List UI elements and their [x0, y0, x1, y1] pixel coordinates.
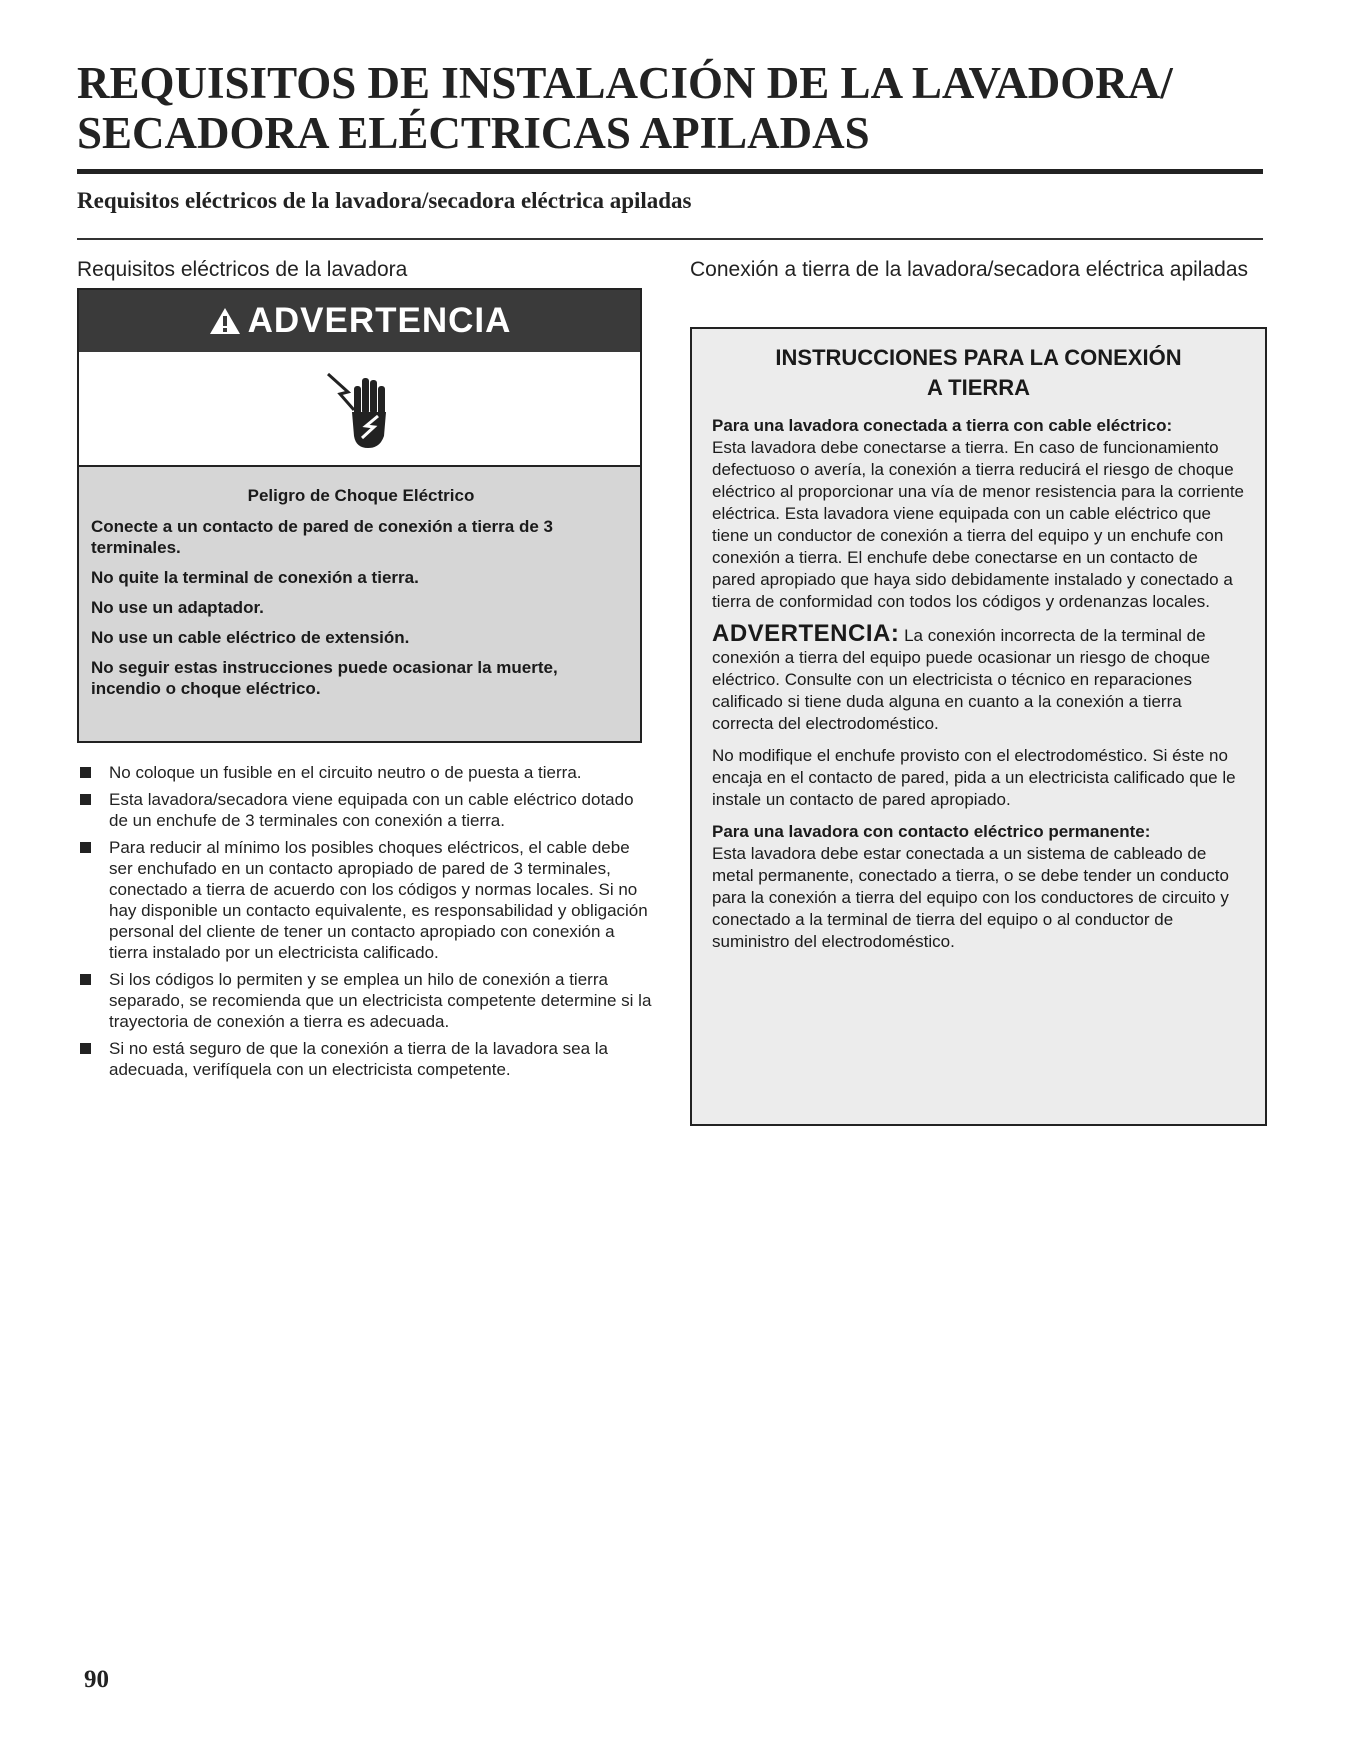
bullet-text: Si los códigos lo permiten y se emplea un hilo de conexión a tierra separado, se recomienda que un electricista competente determine si la trayectoria de conexión a tierra es adecuada.: [109, 970, 652, 1031]
grounding-warning-label: ADVERTENCIA:: [712, 620, 900, 647]
left-column-title: Requisitos eléctricos de la lavadora: [77, 258, 408, 281]
list-item: [77, 969, 652, 1032]
warning-body: [91, 480, 631, 708]
warning-line: No use un adaptador.: [91, 598, 264, 617]
grounding-warning-text: La conexión incorrecta de la terminal de conexión a tierra del equipo puede ocasionar un riesgo de choque eléctrico. Consulte con un electricista o técnico en reparaciones calificado si tiene duda alguna en cuanto a la conexión a tierra correcta del electrodoméstico.: [712, 626, 1211, 733]
bullet-square-icon: [80, 794, 91, 805]
electric-shock-hand-icon: [320, 364, 400, 454]
grounding-instructions-box: [690, 327, 1267, 1126]
list-item: [77, 762, 652, 783]
instructions-heading: [712, 343, 1245, 403]
list-item: [77, 789, 652, 831]
plug-modification-text: No modifique el enchufe provisto con el electrodoméstico. Si éste no encaja en el contacto de pared, pida a un electricista calificado que le instale un contacto de pared apropiado.: [712, 746, 1236, 809]
bullet-square-icon: [80, 974, 91, 985]
warning-box: [77, 288, 642, 743]
instructions-heading-line1: INSTRUCCIONES PARA LA CONEXIÓN: [775, 345, 1182, 370]
title-divider: [77, 169, 1263, 174]
bullet-text: Esta lavadora/secadora viene equipada con un cable eléctrico dotado de un enchufe de 3 terminales con conexión a tierra.: [109, 790, 634, 830]
warning-line: No use un cable eléctrico de extensión.: [91, 628, 410, 647]
section-title: Requisitos eléctricos de la lavadora/secadora eléctrica apiladas: [77, 188, 692, 213]
cord-connected-text: Esta lavadora debe conectarse a tierra. En caso de funcionamiento defectuoso o avería, la conexión a tierra reducirá el riesgo de choque eléctrico al proporcionar una vía de menor resistencia para la corriente eléctrica. Esta lavadora viene equipada con un cable eléctrico que tiene un conductor de conexión a tierra del equipo y un enchufe con conexión a tierra. El enchufe debe conectarse en un contacto de pared apropiado que haya sido debidamente instalado y conectado a tierra de conformidad con todos los códigos y ordenanzas locales.: [712, 438, 1244, 611]
warning-triangle-icon: [208, 306, 242, 336]
safety-bullet-list: [77, 762, 652, 1086]
instructions-heading-line2: A TIERRA: [926, 375, 1031, 400]
warning-line: Conecte a un contacto de pared de conexión a tierra de 3 terminales.: [91, 517, 553, 557]
right-column-title: Conexión a tierra de la lavadora/secadora eléctrica apiladas: [690, 258, 1248, 281]
bullet-square-icon: [80, 1043, 91, 1054]
permanent-connection-subheading: Para una lavadora con contacto eléctrico permanente:: [712, 822, 1151, 841]
list-item: [77, 837, 652, 963]
section-divider: [77, 238, 1263, 240]
grounding-warning: [712, 620, 1245, 735]
warning-line: No quite la terminal de conexión a tierra.: [91, 568, 419, 587]
hazard-title: Peligro de Choque Eléctrico: [247, 486, 475, 505]
bullet-text: Si no está seguro de que la conexión a tierra de la lavadora sea la adecuada, verifíquela con un electricista competente.: [109, 1039, 608, 1079]
bullet-text: Para reducir al mínimo los posibles choques eléctricos, el cable debe ser enchufado en un contacto apropiado de pared de 3 terminales, conectado a tierra de acuerdo con los códigos y normas locales. Si no hay disponible un contacto equivalente, es responsabilidad y obligación personal del cliente de tener un contacto apropiado con conexión a tierra instalado por un electricista calificado.: [109, 838, 648, 962]
shock-hazard-pictogram: [79, 352, 640, 467]
cord-connected-subheading: Para una lavadora conectada a tierra con cable eléctrico:: [712, 416, 1173, 435]
list-item: [77, 1038, 652, 1080]
warning-header: [79, 290, 640, 352]
permanent-connection-text: Esta lavadora debe estar conectada a un sistema de cableado de metal permanente, conectado a tierra, o se debe tender un conducto para la conexión a tierra del equipo con los conductores de circuito y conectado a la terminal de tierra del equipo o al conductor de suministro del electrodoméstico.: [712, 844, 1229, 951]
page-title-line2: SECADORA ELÉCTRICAS APILADAS: [77, 108, 870, 158]
warning-header-label: ADVERTENCIA: [247, 301, 512, 340]
warning-line: No seguir estas instrucciones puede ocasionar la muerte, incendio o choque eléctrico.: [91, 658, 558, 698]
bullet-square-icon: [80, 767, 91, 778]
page-title: [77, 58, 1267, 158]
page-title-line1: REQUISITOS DE INSTALACIÓN DE LA LAVADORA/: [77, 58, 1173, 108]
page-number: 90: [84, 1666, 109, 1693]
bullet-text: No coloque un fusible en el circuito neutro o de puesta a tierra.: [109, 763, 582, 782]
bullet-square-icon: [80, 842, 91, 853]
